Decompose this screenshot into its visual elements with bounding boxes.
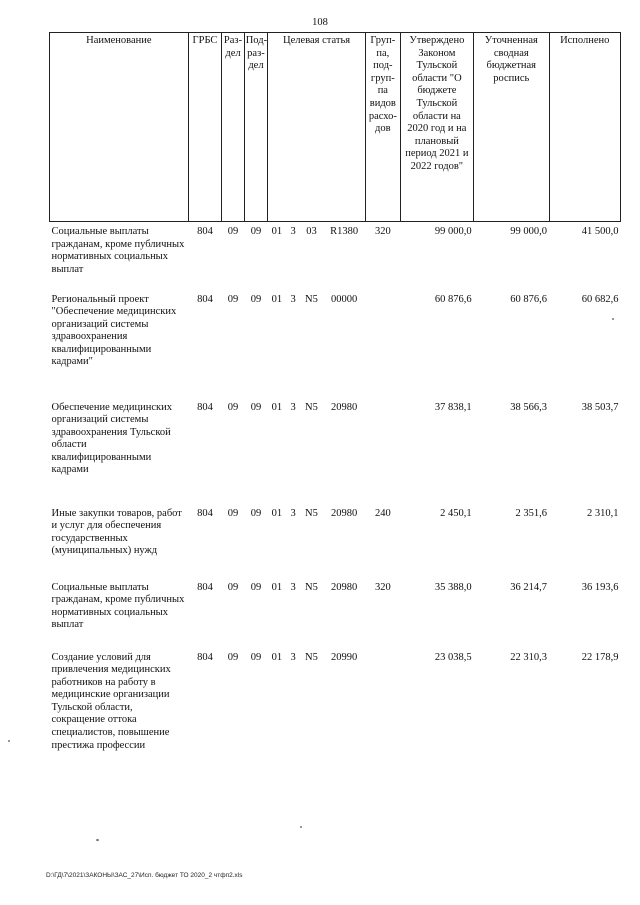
row-executed: 2 310,1: [587, 507, 619, 519]
row-expense-group: 320: [374, 226, 391, 237]
row-razdel: 09: [227, 507, 239, 519]
scan-speck: [96, 839, 99, 841]
row-grbs: 804: [197, 293, 213, 305]
row-approved: 60 876,6: [434, 293, 472, 305]
row-name: Социальные выплаты гражданам, кроме публичных нормативных социальных выплат: [51, 581, 185, 631]
row-grbs: 804: [197, 226, 213, 237]
header-razdel: Раз-дел: [222, 33, 244, 222]
row-refined: 2 351,6: [515, 507, 548, 519]
row-razdel: 09: [227, 401, 239, 413]
row-razdel: 09: [227, 226, 239, 237]
row-target-program: 01: [271, 401, 283, 413]
row-podrazdel: 09: [250, 651, 262, 663]
row-grbs: 804: [197, 401, 213, 413]
header-podrazdel: Под-раз-дел: [244, 33, 267, 222]
row-grbs: 804: [197, 507, 213, 519]
row-target-code: 00000: [330, 293, 358, 305]
row-podrazdel: 09: [250, 507, 262, 519]
header-executed: Исполнено: [549, 33, 620, 222]
row-podrazdel: 09: [250, 401, 262, 413]
row-podrazdel: 09: [250, 293, 262, 305]
row-podrazdel: 09: [250, 581, 262, 593]
row-approved: 37 838,1: [434, 401, 472, 413]
row-target-subprogram: 3: [290, 651, 296, 663]
table-row: [50, 648, 621, 768]
row-target-direction: N5: [305, 581, 318, 593]
table-row: [50, 290, 621, 398]
row-name: Иные закупки товаров, работ и услуг для обеспечения государственных (муниципальных) нужд: [51, 507, 182, 557]
header-expense-group: Груп-па, под-груп-па видов расхо-дов: [366, 33, 401, 222]
row-refined: 38 566,3: [510, 401, 548, 413]
table-row: [50, 222, 621, 290]
row-executed: 60 682,6: [581, 293, 619, 305]
row-expense-group: 320: [374, 581, 391, 593]
row-executed: 22 178,9: [581, 651, 619, 663]
row-target-code: 20980: [330, 581, 358, 593]
row-razdel: 09: [227, 293, 239, 305]
scan-speck: [8, 740, 10, 742]
row-name: Создание условий для привлечения медицинских работников на работу в медицинские организации Тульской области, сокращение оттока специалистов, повышение престижа профессии: [51, 651, 171, 751]
header-name: Наименование: [50, 33, 189, 222]
row-target-code: 20980: [330, 401, 358, 413]
row-podrazdel: 09: [250, 226, 262, 237]
row-expense-group: [366, 648, 401, 768]
table-row: [50, 398, 621, 504]
row-target-program: 01: [271, 293, 283, 305]
row-approved: 99 000,0: [434, 226, 472, 237]
row-executed: 36 193,6: [581, 581, 619, 593]
row-name: Обеспечение медицинских организаций системы здравоохранения Тульской области квалифицированными кадрами: [51, 401, 172, 476]
row-name: Социальные выплаты гражданам, кроме публичных нормативных социальных выплат: [51, 226, 185, 275]
row-target-direction: N5: [305, 651, 318, 663]
row-expense-group: 240: [374, 507, 391, 519]
table-row: [50, 578, 621, 648]
row-target-code: 20990: [330, 651, 358, 663]
scan-speck: [300, 826, 302, 828]
row-refined: 60 876,6: [510, 293, 548, 305]
row-target-subprogram: 3: [290, 401, 296, 413]
row-name: Региональный проект "Обеспечение медицинских организаций системы здравоохранения квалифицированными кадрами": [51, 293, 177, 368]
row-target-program: 01: [271, 507, 283, 519]
row-razdel: 09: [227, 651, 239, 663]
header-target-article: Целевая статья: [268, 33, 366, 222]
row-grbs: 804: [197, 581, 213, 593]
row-target-code: R1380: [330, 226, 359, 237]
row-target-direction: N5: [305, 401, 318, 413]
row-target-subprogram: 3: [290, 581, 296, 593]
row-refined: 22 310,3: [510, 651, 548, 663]
row-target-program: 01: [271, 226, 283, 237]
row-expense-group: [366, 398, 401, 504]
budget-table: [49, 32, 621, 768]
table-row: [50, 504, 621, 578]
row-executed: 38 503,7: [581, 401, 619, 413]
table-header: [50, 33, 621, 222]
row-expense-group: [366, 290, 401, 398]
table-body: [50, 222, 621, 768]
row-refined: 99 000,0: [510, 226, 548, 237]
row-target-code: 20980: [330, 507, 358, 519]
row-target-subprogram: 3: [290, 293, 296, 305]
row-razdel: 09: [227, 581, 239, 593]
row-grbs: 804: [197, 651, 213, 663]
row-approved: 23 038,5: [434, 651, 472, 663]
row-target-program: 01: [271, 581, 283, 593]
row-target-direction: 03: [306, 226, 317, 237]
row-approved: 2 450,1: [440, 507, 472, 519]
scan-speck: [612, 318, 614, 320]
header-grbs: ГРБС: [188, 33, 222, 222]
header-approved: Утверждено Законом Тульской области "О бюджете Тульской области на 2020 год и на плановый период 2021 и 2022 годов": [400, 33, 473, 222]
row-refined: 36 214,7: [510, 581, 548, 593]
page-number: 108: [312, 17, 328, 28]
row-target-direction: N5: [305, 293, 318, 305]
footer-file-path: D:\ГД\7\2021\ЗАКОНЫ\ЗАС_27\Исп. бюджет ТО 2020_2 чтфп2.xls: [46, 872, 243, 879]
row-target-subprogram: 3: [290, 507, 296, 519]
row-target-direction: N5: [305, 507, 318, 519]
row-executed: 41 500,0: [581, 226, 619, 237]
header-refined: Уточненная сводная бюджетная роспись: [474, 33, 549, 222]
row-target-subprogram: 3: [290, 226, 296, 237]
row-target-program: 01: [271, 651, 283, 663]
row-approved: 35 388,0: [434, 581, 472, 593]
